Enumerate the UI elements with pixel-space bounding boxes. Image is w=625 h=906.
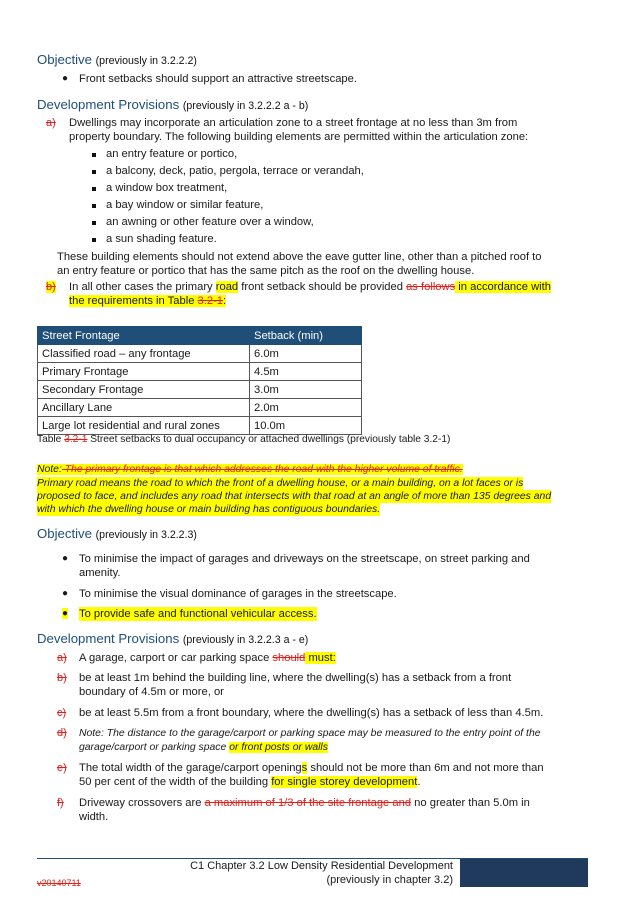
footer-chapter-sub: (previously in chapter 3.2)	[326, 874, 453, 886]
table-cell: 6.0m	[250, 345, 362, 363]
note-line: Primary road means the road to which the front of a dwelling house, or a main building, on a lot faces or is	[37, 478, 524, 489]
table-cell: 4.5m	[250, 363, 362, 381]
item-marker: b)	[46, 281, 56, 293]
element-item: an entry feature or portico,	[106, 148, 238, 160]
table-row	[38, 363, 362, 381]
item-marker: e)	[57, 762, 67, 774]
bullet-icon: ●	[62, 608, 69, 619]
dp1-a-line1: Dwellings may incorporate an articulation zone to a street frontage at no less than 3m from	[69, 117, 518, 129]
table-cell: Classified road – any frontage	[38, 345, 250, 363]
item-marker: b)	[57, 672, 67, 684]
element-item: a sun shading feature.	[106, 233, 217, 245]
dp1-b-line2: the requirements in Table 3.2-1:	[69, 295, 227, 307]
item-marker: d)	[57, 727, 67, 739]
element-item: an awning or other feature over a window,	[106, 216, 314, 228]
bullet-icon: ●	[62, 73, 69, 84]
dp1-para-line2: an entry feature or portico that has the same pitch as the roof on the dwelling house.	[57, 265, 475, 277]
objective-heading-1: Objective (previously in 3.2.2.2)	[37, 52, 197, 67]
item-marker: a)	[46, 117, 56, 129]
table-cell: Secondary Frontage	[38, 381, 250, 399]
square-bullet-icon	[92, 221, 96, 225]
table-header-row	[38, 327, 362, 345]
table-row	[38, 399, 362, 417]
dp2-f-line1: Driveway crossovers are a maximum of 1/3 of the site frontage and no greater than 5.0m in	[79, 797, 530, 809]
element-item: a bay window or similar feature,	[106, 199, 264, 211]
table-cell: Primary Frontage	[38, 363, 250, 381]
dp2-e-line1: The total width of the garage/carport openings should not be more than 6m and not more than	[79, 762, 544, 774]
setback-table	[37, 326, 362, 435]
objective-2-bullet-3: To provide safe and functional vehicular access.	[79, 608, 317, 620]
element-item: a balcony, deck, patio, pergola, terrace or verandah,	[106, 165, 364, 177]
objective-heading-2: Objective (previously in 3.2.2.3)	[37, 526, 197, 541]
table-cell: Ancillary Lane	[38, 399, 250, 417]
dev-provisions-heading-2: Development Provisions (previously in 3.2.2.3 a - e)	[37, 631, 309, 646]
footer-chapter-title: C1 Chapter 3.2 Low Density Residential Development	[190, 860, 453, 872]
item-marker: f)	[57, 797, 64, 809]
square-bullet-icon	[92, 238, 96, 242]
dp1-a-line2: property boundary. The following building elements are permitted within the articulation zone:	[69, 131, 529, 143]
objective-1-bullet: Front setbacks should support an attractive streetscape.	[79, 73, 357, 85]
dev-provisions-heading-1: Development Provisions (previously in 3.2.2.2 a - b)	[37, 97, 309, 112]
table-row	[38, 345, 362, 363]
dp1-b-line1: In all other cases the primary road front setback should be provided as follows in accordance with	[69, 281, 551, 293]
square-bullet-icon	[92, 204, 96, 208]
square-bullet-icon	[92, 170, 96, 174]
dp2-c: be at least 5.5m from a front boundary, where the dwelling(s) has a setback of less than 4.5m.	[79, 707, 544, 719]
table-cell: 10.0m	[250, 417, 362, 435]
square-bullet-icon	[92, 187, 96, 191]
dp2-d-line1: Note: The distance to the garage/carport or parking space may be measured to the entry point of the	[79, 728, 541, 739]
footer-version: v20140711	[37, 878, 81, 888]
note-line: with which the dwelling house or main building has contiguous boundaries.	[37, 504, 381, 515]
objective-2-bullet-1b: amenity.	[79, 567, 121, 579]
dp2-f-line2: width.	[79, 811, 109, 823]
bullet-icon: ●	[62, 588, 69, 599]
table-cell: 2.0m	[250, 399, 362, 417]
dp2-b-line1: be at least 1m behind the building line, where the dwelling(s) has a setback from a front	[79, 672, 512, 684]
objective-2-bullet-2: To minimise the visual dominance of garages in the streetscape.	[79, 588, 397, 600]
square-bullet-icon	[92, 153, 96, 157]
bullet-icon: ●	[62, 553, 69, 564]
table-cell: 3.0m	[250, 381, 362, 399]
dp2-e-line2: 50 per cent of the width of the building for single storey development.	[79, 776, 421, 788]
dp2-a: A garage, carport or car parking space should must:	[79, 652, 336, 664]
element-item: a window box treatment,	[106, 182, 228, 194]
dp2-d-line2: garage/carport or parking space or front posts or walls	[79, 742, 328, 753]
note-line-deleted: Note: The primary frontage is that which addresses the road with the higher volume of traffic.	[37, 464, 463, 475]
footer-color-block	[460, 859, 588, 887]
table-row	[38, 381, 362, 399]
objective-2-bullet-1a: To minimise the impact of garages and driveways on the streetscape, on street parking and	[79, 553, 530, 565]
dp2-b-line2: boundary of 4.5m or more, or	[79, 686, 224, 698]
column-header: Setback (min)	[250, 327, 362, 345]
item-marker: c)	[57, 707, 67, 719]
table-row	[38, 417, 362, 435]
column-header: Street Frontage	[38, 327, 250, 345]
item-marker: a)	[57, 652, 67, 664]
table-cell: Large lot residential and rural zones	[38, 417, 250, 435]
table-caption: Table 3.2-1 Street setbacks to dual occupancy or attached dwellings (previously table 3.2-1)	[37, 434, 451, 445]
note-line: proposed to face, and includes any road that intersects with that road at an angle of more than 135 degrees and	[37, 491, 552, 502]
dp1-para-line1: These building elements should not extend above the eave gutter line, other than a pitched roof to	[57, 251, 542, 263]
